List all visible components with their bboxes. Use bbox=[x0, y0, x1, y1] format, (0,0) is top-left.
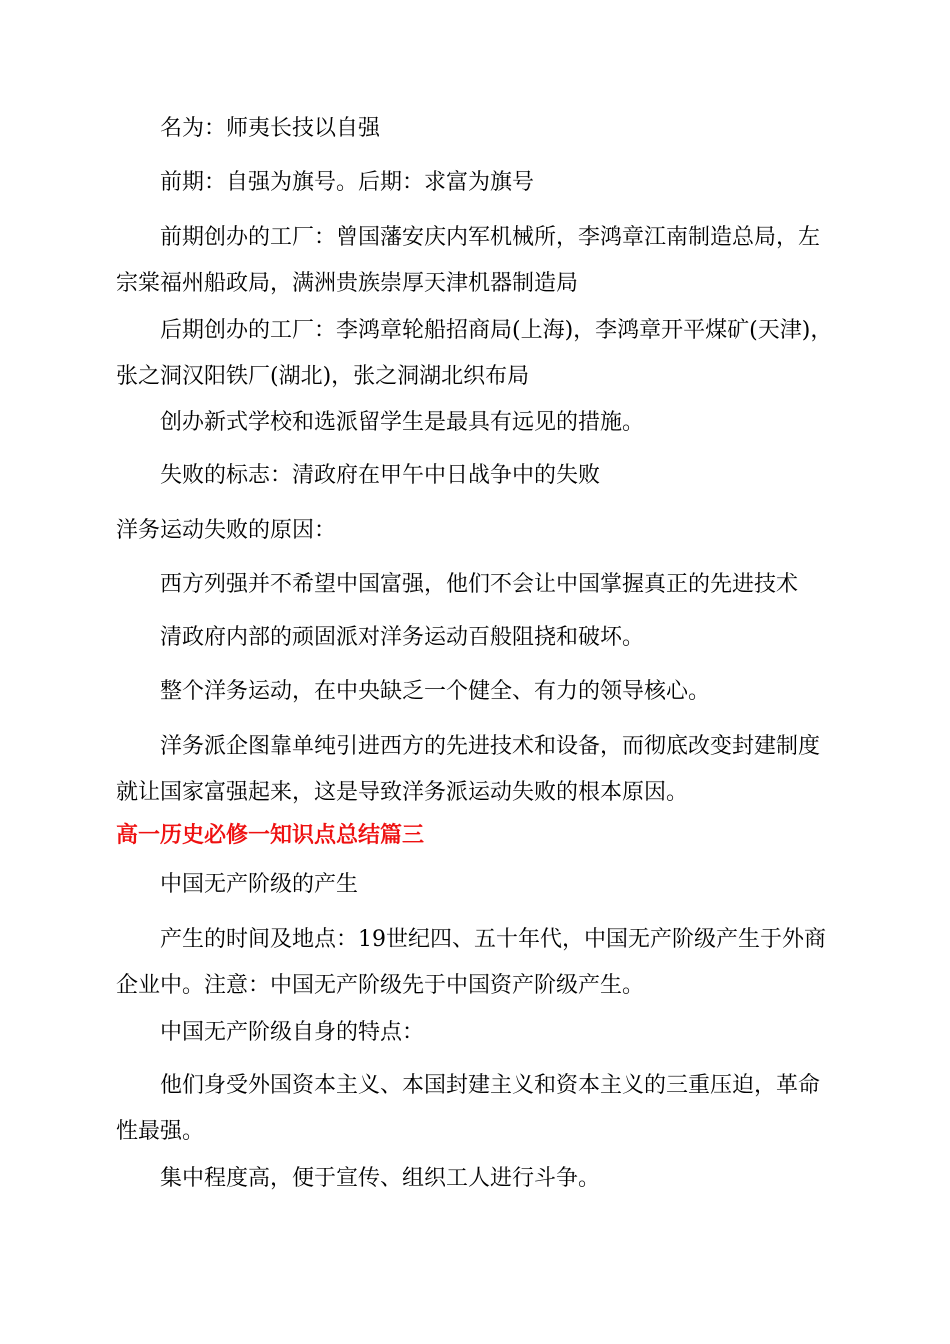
paragraph: 失败的标志：清政府在甲午中日战争中的失败 bbox=[160, 463, 601, 488]
paragraph: 产生的时间及地点：19世纪四、五十年代，中国无产阶级产生于外商企业中。注意：中国无产阶级先于中国资产阶级产生。 bbox=[116, 927, 826, 998]
paragraph: 洋务派企图靠单纯引进西方的先进技术和设备，而彻底改变封建制度就让国家富强起来，这是导致洋务派运动失败的根本原因。 bbox=[116, 734, 821, 805]
paragraph: 中国无产阶级自身的特点： bbox=[160, 1020, 425, 1045]
paragraph: 他们身受外国资本主义、本国封建主义和资本主义的三重压迫，革命性最强。 bbox=[116, 1073, 821, 1144]
paragraph-subheading: 洋务运动失败的原因： bbox=[116, 518, 337, 543]
paragraph: 中国无产阶级的产生 bbox=[160, 872, 359, 897]
paragraph: 清政府内部的顽固派对洋务运动百般阻挠和破坏。 bbox=[160, 625, 645, 650]
paragraph: 前期：自强为旗号。后期：求富为旗号 bbox=[160, 170, 535, 195]
paragraph: 名为：师夷长技以自强 bbox=[160, 116, 381, 141]
section-heading: 高一历史必修一知识点总结篇三 bbox=[116, 823, 425, 848]
paragraph: 西方列强并不希望中国富强，他们不会让中国掌握真正的先进技术 bbox=[160, 572, 799, 597]
paragraph: 整个洋务运动，在中央缺乏一个健全、有力的领导核心。 bbox=[160, 679, 711, 704]
paragraph: 后期创办的工厂：李鸿章轮船招商局(上海)，李鸿章开平煤矿(天津)，张之洞汉阳铁厂(湖北)，张之洞湖北织布局 bbox=[116, 318, 833, 389]
paragraph: 创办新式学校和选派留学生是最具有远见的措施。 bbox=[160, 410, 645, 435]
paragraph: 前期创办的工厂：曾国藩安庆内军机械所，李鸿章江南制造总局，左宗棠福州船政局，满洲贵族崇厚天津机器制造局 bbox=[116, 225, 821, 296]
paragraph: 集中程度高，便于宣传、组织工人进行斗争。 bbox=[160, 1166, 601, 1191]
